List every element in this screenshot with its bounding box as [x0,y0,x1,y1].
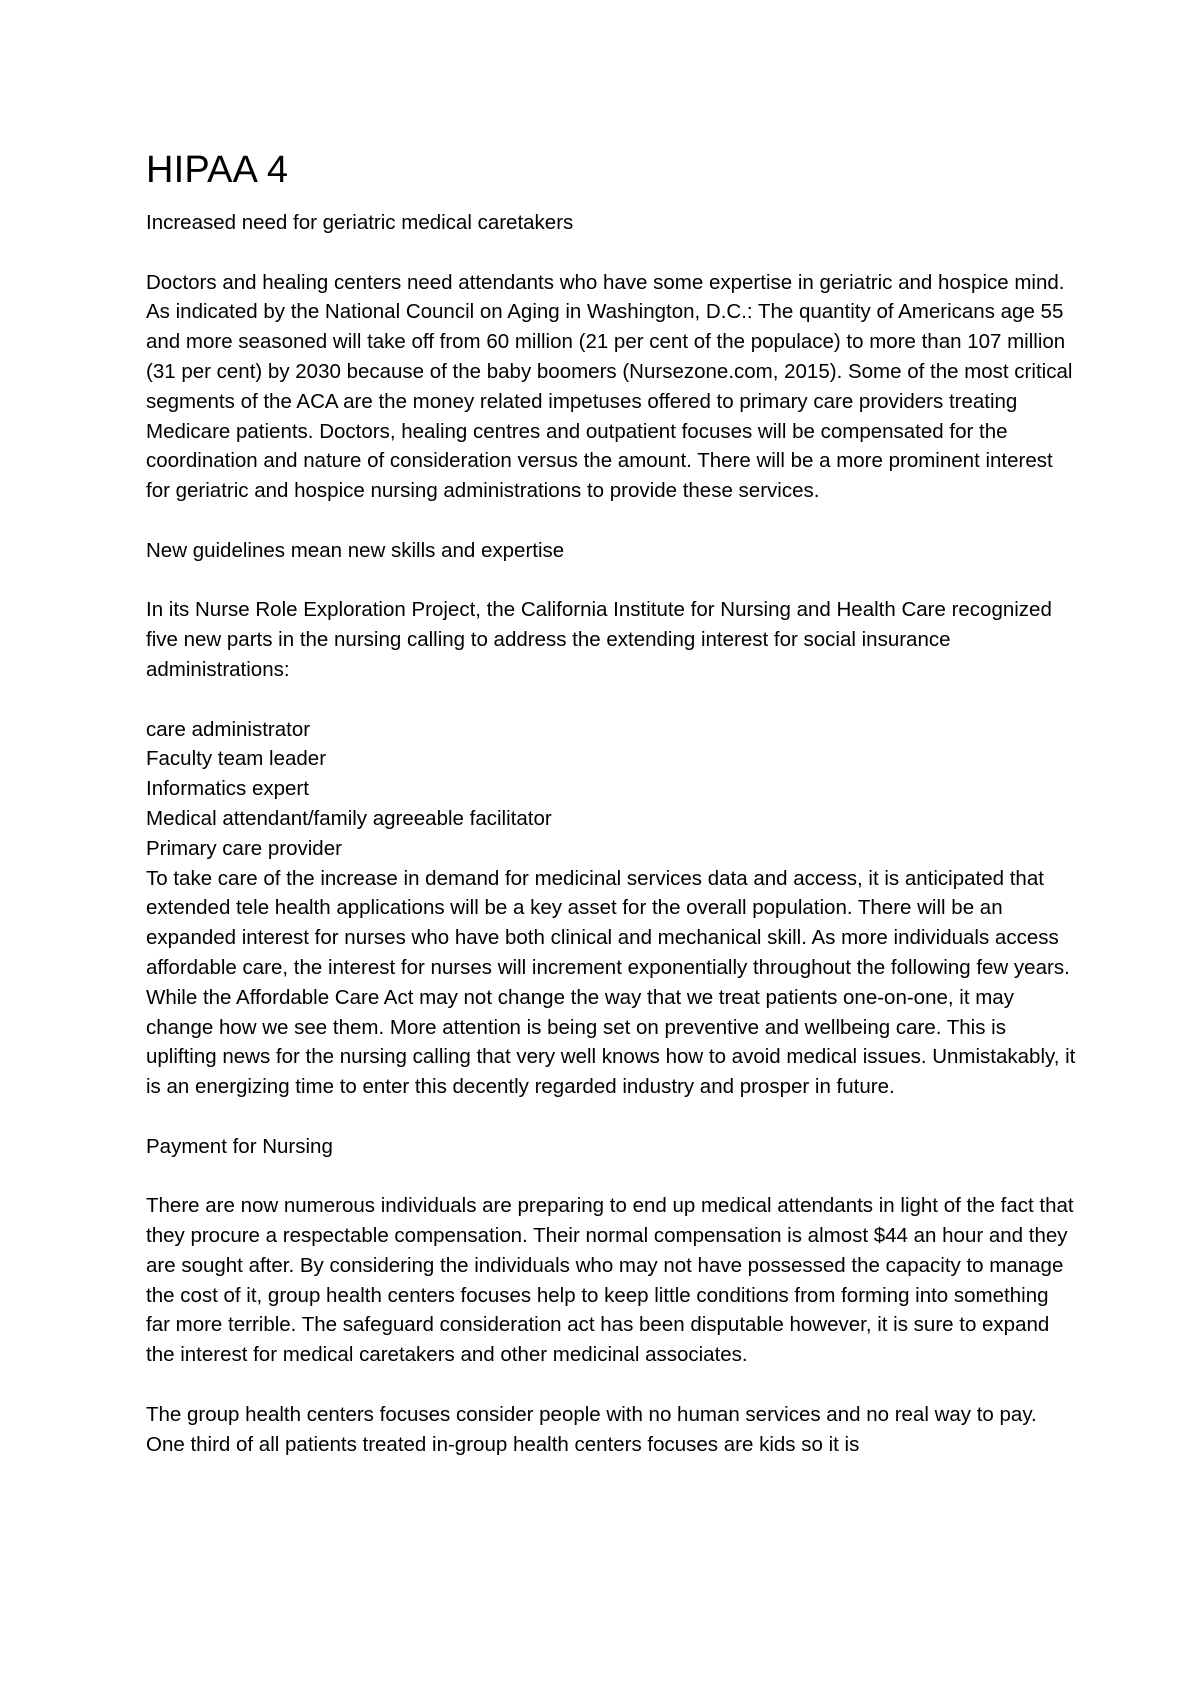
paragraph-geriatric: Doctors and healing centers need attendants who have some expertise in geriatric and hospice mind. As indicated by the National Council on Aging in Washington, D.C.: The quantity of Americans age 55 and more seasoned will take off from 60 million (21 per cent of the populace) to more than 107 million (31 per cent) by 2030 because of the baby boomers (Nursezone.com, 2015). Some of the most critical segments of the ACA are the money related impetuses offered to primary care providers treating Medicare patients. Doctors, healing centres and outpatient focuses will be compensated for the coordination and nature of consideration versus the amount. There will be a more prominent interest for geriatric and hospice nursing administrations to provide these services. [146,270,1073,503]
list-item: care administrator [146,717,311,741]
list-item: Faculty team leader [146,747,327,771]
paragraph-nurse-role-project: In its Nurse Role Exploration Project, the California Institute for Nursing and Health Care recognized five new parts in the nursing calling to address the extending interest for social insurance administrations: [146,598,1052,681]
document-title: HIPAA 4 [146,149,289,191]
paragraph-compensation: There are now numerous individuals are preparing to end up medical attendants in light of the fact that they procure a respectable compensation. Their normal compensation is almost $44 an hour and they are sought after. By considering the individuals who may not have possessed the capacity to manage the cost of it, group health centers focuses help to keep little conditions from forming into something far more terrible. The safeguard consideration act has been disputable however, it is sure to expand the interest for medical caretakers and other medicinal associates. [146,1194,1074,1367]
new-roles-list [146,715,1076,864]
list-item: Primary care provider [146,836,342,860]
section-heading-payment: Payment for Nursing [146,1134,333,1158]
list-item: Medical attendant/family agreeable facilitator [146,806,552,830]
section-heading-geriatric: Increased need for geriatric medical caretakers [146,211,574,234]
section-heading-guidelines: New guidelines mean new skills and expertise [146,538,565,562]
paragraph-telehealth: To take care of the increase in demand for medicinal services data and access, it is anticipated that extended tele health applications will be a key asset for the overall population. There will be an expanded interest for nurses who have both clinical and mechanical skill. As more individuals access affordable care, the interest for nurses will increment exponentially throughout the following few years. While the Affordable Care Act may not change the way that we treat patients one-on-one, it may change how we see them. More attention is being set on preventive and wellbeing care. This is uplifting news for the nursing calling that very well knows how to avoid medical issues. Unmistakably, it is an energizing time to enter this decently regarded industry and prosper in future. [146,866,1076,1099]
list-item: Informatics expert [146,777,309,801]
paragraph-group-health-centers: The group health centers focuses consider people with no human services and no real way to pay. One third of all patients treated in-group health centers focuses are kids so it is [146,1402,1037,1456]
document-body [146,146,1076,1459]
